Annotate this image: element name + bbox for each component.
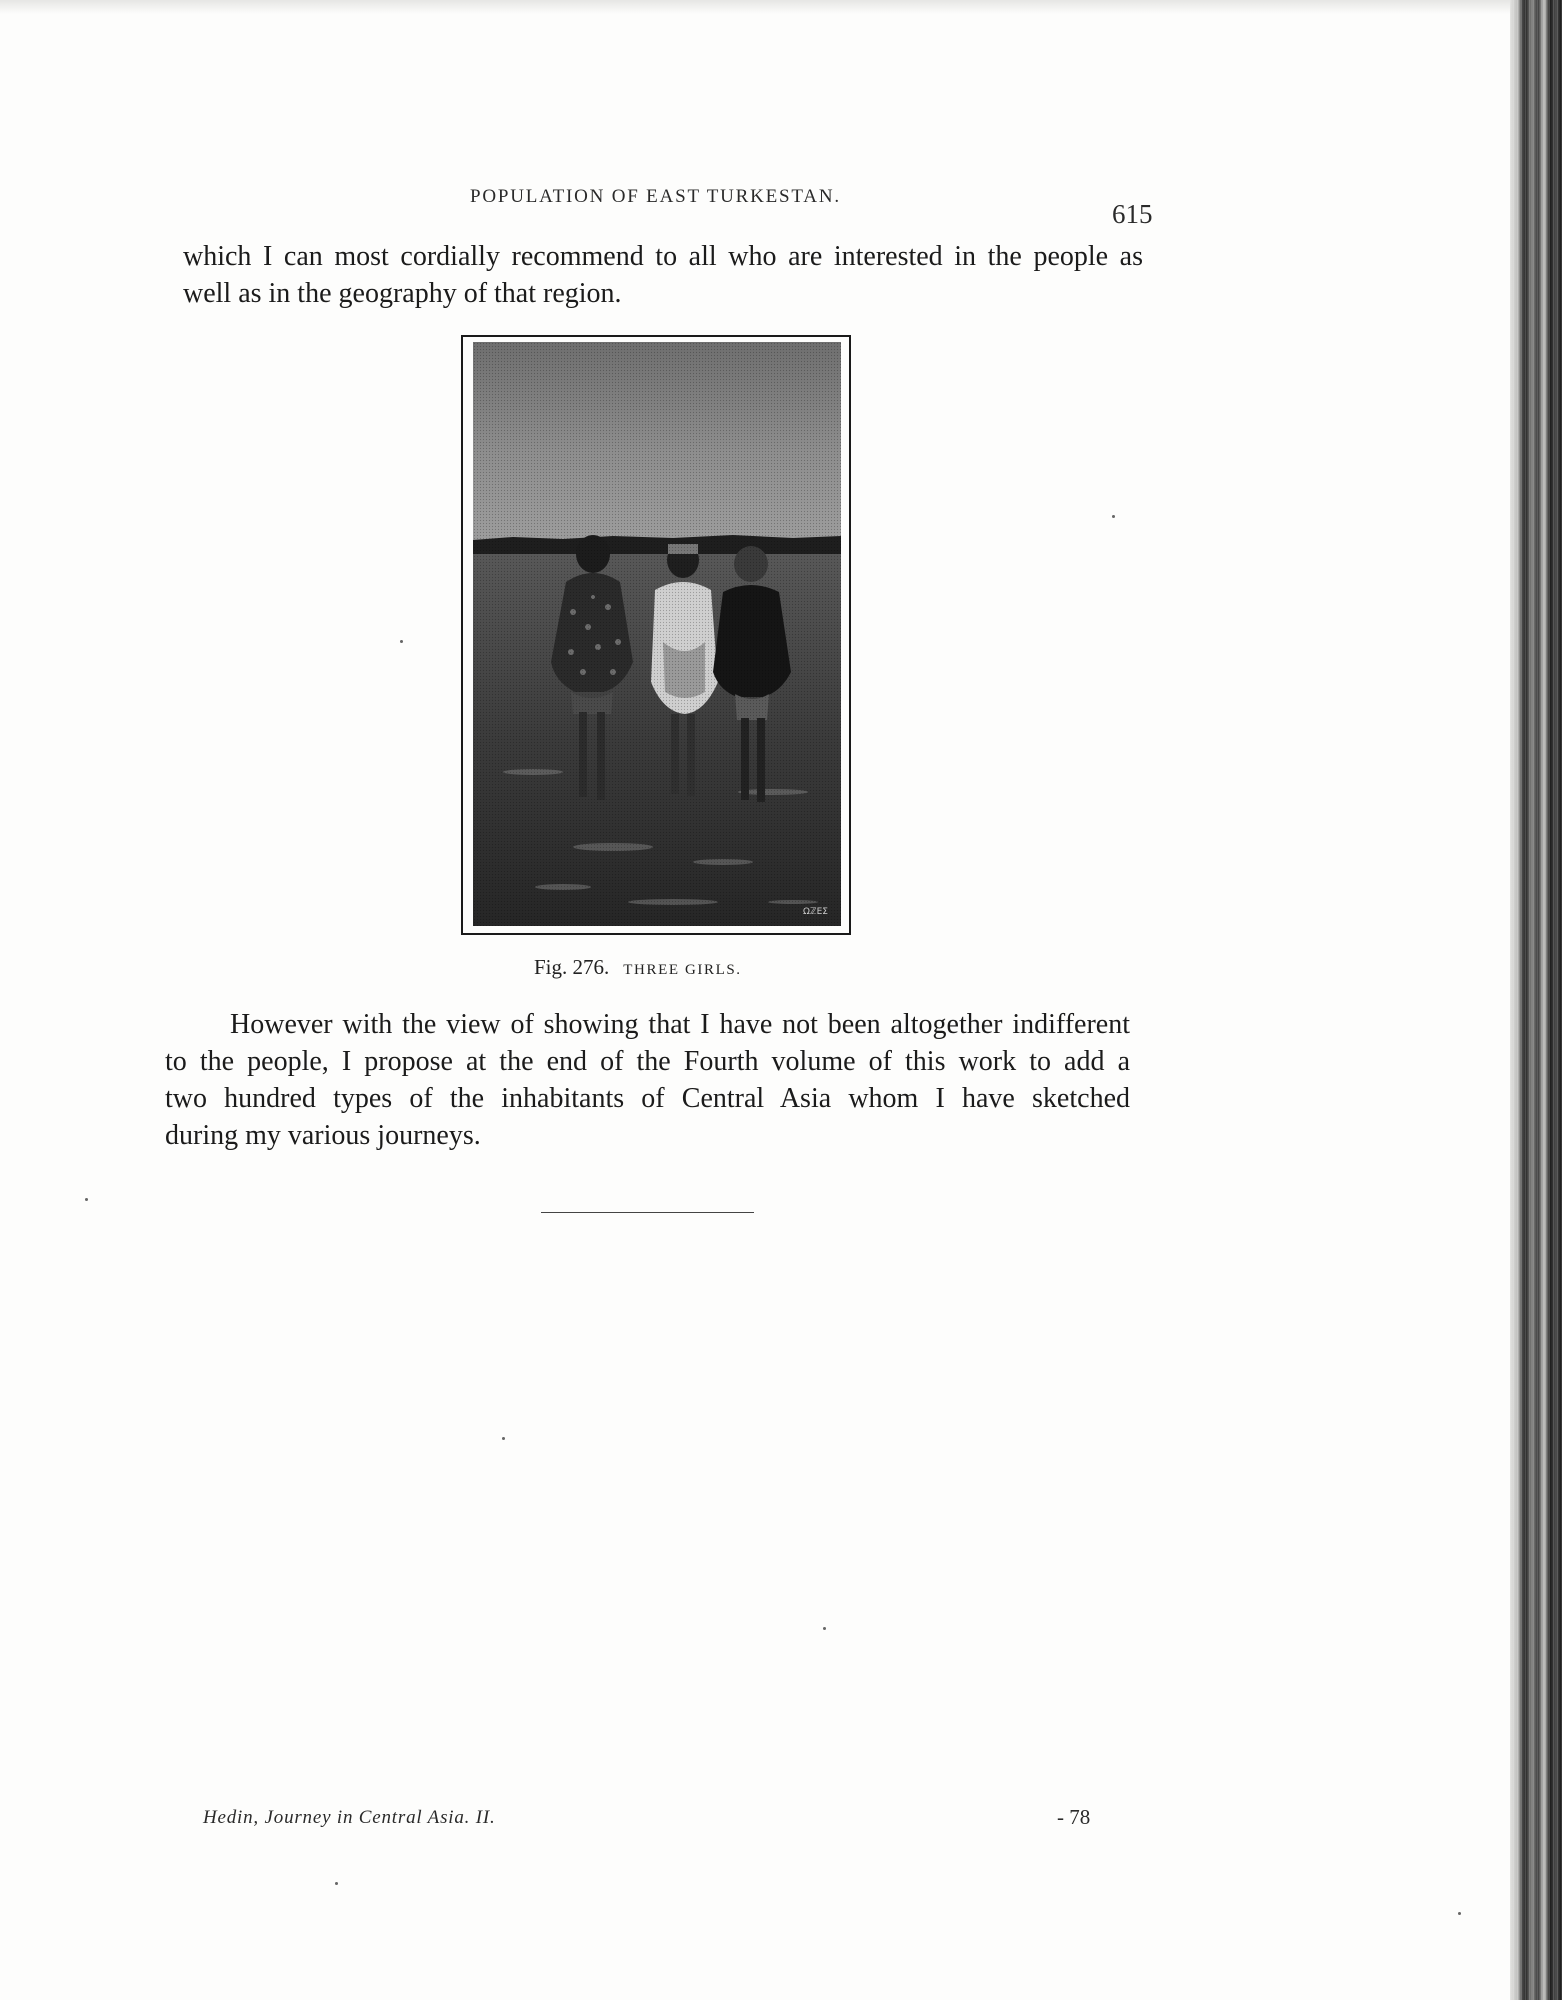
engraver-signature: ΩℤΕΣ [803,907,828,917]
footer-citation: Hedin, Journey in Central Asia. II. [203,1807,496,1828]
book-page-edges-texture [1510,0,1562,2000]
paper-speck [502,1437,505,1440]
paper-speck [400,640,403,643]
paper-speck [823,1627,826,1630]
photo-three-girls [473,342,841,926]
page-top-shadow [0,0,1510,14]
text-line: to the people, I propose at the end of the Fourth volume of this work to add a [165,1046,1130,1077]
running-head: POPULATION OF EAST TURKESTAN. [470,186,841,207]
footer-signature-mark: - 78 [1057,1805,1091,1829]
figure-frame [461,335,851,935]
figure-title: THREE GIRLS. [623,962,742,978]
text-line: two hundred types of the inhabitants of Central Asia whom I have sketched [165,1083,1130,1114]
page-number: 615 [1112,199,1153,229]
halftone-photo [473,342,841,926]
text-line: However with the view of showing that I have not been altogether indifferent [230,1009,1130,1040]
paper-speck [1112,515,1115,518]
paper-speck [85,1198,88,1201]
paragraph-bottom [165,1006,1130,1154]
paper-speck [335,1882,338,1885]
figure-label: Fig. 276. [534,955,610,979]
section-divider [541,1212,754,1213]
halftone-overlay [473,342,841,926]
paragraph-top [183,238,1143,312]
text-line: well as in the geography of that region. [183,278,622,309]
paper-speck [1458,1912,1461,1915]
text-line: which I can most cordially recommend to all who are interested in the people as [183,241,1143,272]
figure-caption [534,955,742,980]
text-line: during my various journeys. [165,1120,481,1151]
